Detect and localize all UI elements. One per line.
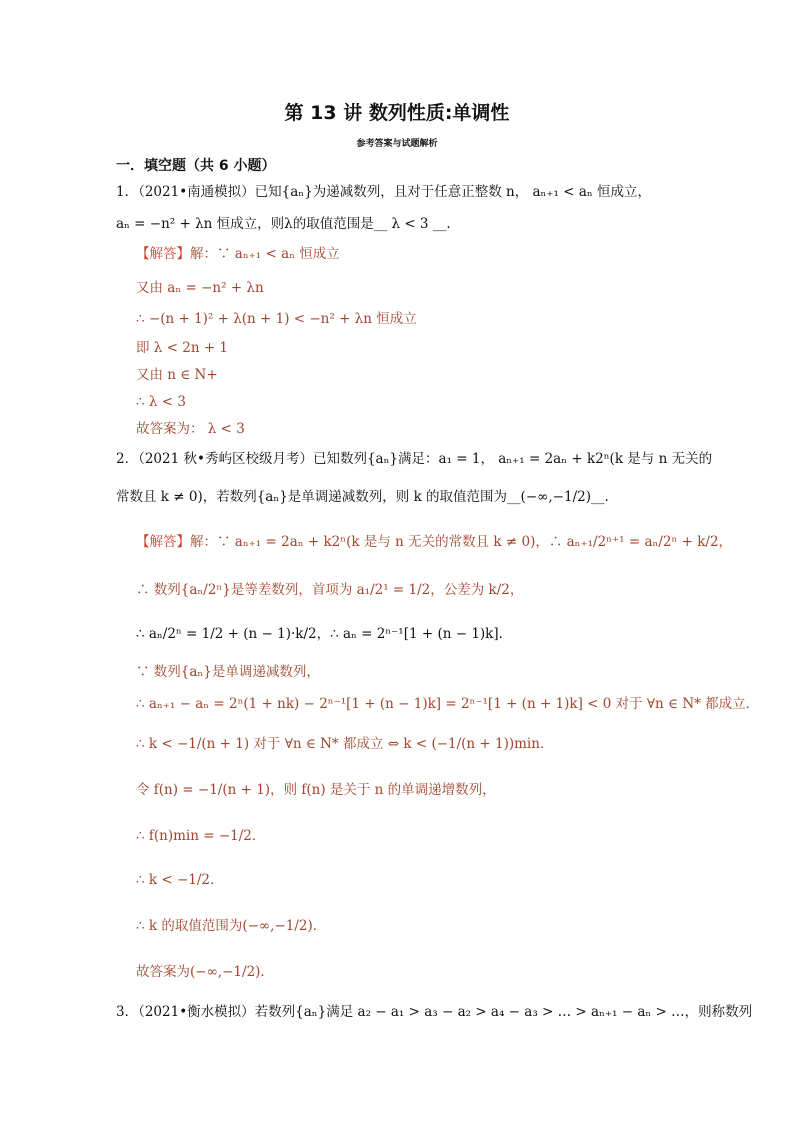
- problem-2-solution-line-4: ∵ 数列{aₙ}是单调递减数列，: [136, 664, 320, 680]
- problem-2-stem-line-2: 常数且 k ≠ 0)，若数列{aₙ}是单调递减数列，则 k 的取值范围为__(−∞,−1/2)__.: [116, 489, 609, 505]
- solution-tag: 【解答】: [136, 246, 190, 262]
- solution-text: 解：∵ aₙ₊₁ = 2aₙ + k2ⁿ(k 是与 n 无关的常数且 k ≠ 0)，∴ aₙ₊₁/2ⁿ⁺¹ = aₙ/2ⁿ + k/2，: [190, 534, 733, 550]
- page-subtitle: 参考答案与试题解析: [356, 139, 438, 149]
- problem-1-solution-line-2: 又由 aₙ = −n² + λn: [136, 280, 264, 296]
- problem-2-stem-line-1: 2．（2021 秋•秀屿区校级月考）已知数列{aₙ}满足：a₁ = 1， aₙ₊₁ = 2aₙ + k2ⁿ(k 是与 n 无关的: [116, 451, 713, 467]
- problem-2-solution-line-10: ∴ k 的取值范围为(−∞,−1/2)．: [136, 918, 327, 934]
- problem-2-solution-line-3: ∴ aₙ/2ⁿ = 1/2 + (n − 1)·k/2，∴ aₙ = 2ⁿ⁻¹[1 + (n − 1)k]．: [136, 626, 513, 642]
- problem-2-answer: 故答案为(−∞,−1/2)．: [136, 964, 274, 980]
- problem-2-solution-line-7: 令 f(n) = −1/(n + 1)，则 f(n) 是关于 n 的单调递增数列，: [136, 782, 496, 798]
- section-heading: 一．填空题（共 6 小题）: [116, 158, 276, 174]
- solution-text: 解：∵ aₙ₊₁ < aₙ 恒成立: [190, 246, 340, 262]
- problem-1-solution-line-1: [136, 244, 340, 264]
- page-title: 第 13 讲 数列性质:单调性: [284, 102, 510, 124]
- problem-2-solution-line-9: ∴ k < −1/2．: [136, 872, 224, 888]
- problem-1-stem-line-1: 1．（2021•南通模拟）已知{aₙ}为递减数列，且对于任意正整数 n， aₙ₊₁ < aₙ 恒成立，: [116, 184, 652, 200]
- problem-2-solution-line-5: ∴ aₙ₊₁ − aₙ = 2ⁿ(1 + nk) − 2ⁿ⁻¹[1 + (n − 1)k] = 2ⁿ⁻¹[1 + (n + 1)k] < 0 对于 ∀n ∈ N* 都成立．: [136, 696, 760, 712]
- problem-2-solution-line-6: ∴ k < −1/(n + 1) 对于 ∀n ∈ N* 都成立 ⇔ k < (−1/(n + 1))min．: [136, 736, 554, 752]
- problem-1-stem-line-2: aₙ = −n² + λn 恒成立，则λ的取值范围是__ λ < 3 __.: [116, 216, 451, 232]
- problem-2-solution-line-8: ∴ f(n)min = −1/2．: [136, 828, 266, 844]
- problem-3-stem-line-1: 3．（2021•衡水模拟）若数列{aₙ}满足 a₂ − a₁ > a₃ − a₂ > a₄ − a₃ > … > aₙ₊₁ − aₙ > …，则称数列: [116, 1004, 753, 1020]
- problem-1-solution-line-3: ∴ −(n + 1)² + λ(n + 1) < −n² + λn 恒成立: [136, 311, 417, 327]
- problem-1-solution-line-4: 即 λ < 2n + 1: [136, 340, 229, 356]
- solution-tag: 【解答】: [136, 534, 190, 550]
- problem-1-solution-line-5: 又由 n ∈ N+: [136, 367, 218, 383]
- problem-1-answer: 故答案为： λ < 3: [136, 421, 245, 437]
- problem-2-solution-line-1: [136, 532, 732, 552]
- problem-2-solution-line-2: ∴ 数列{aₙ/2ⁿ}是等差数列，首项为 a₁/2¹ = 1/2，公差为 k/2，: [136, 582, 524, 598]
- problem-1-solution-line-6: ∴ λ < 3: [136, 394, 186, 410]
